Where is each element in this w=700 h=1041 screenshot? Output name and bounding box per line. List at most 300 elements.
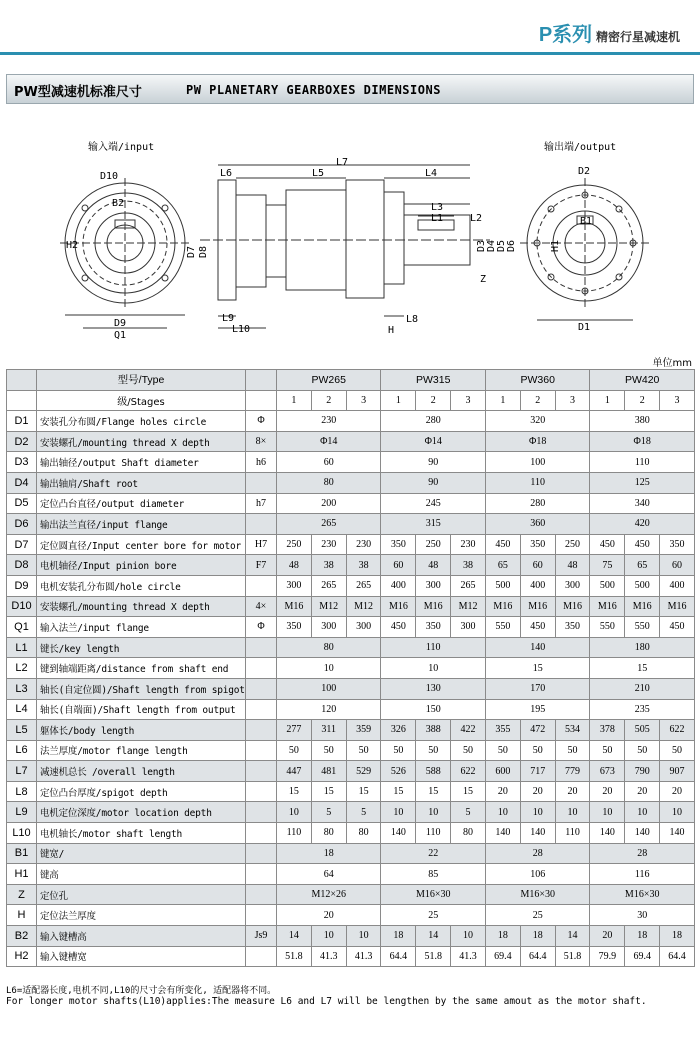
tolerance: 8× bbox=[246, 431, 277, 452]
dimension-code: L9 bbox=[7, 802, 37, 823]
dimension-drawing bbox=[0, 120, 700, 350]
table-row-d9 bbox=[7, 575, 695, 596]
value-cell: 80 bbox=[311, 823, 346, 844]
tolerance bbox=[246, 658, 277, 679]
tolerance bbox=[246, 678, 277, 699]
value-cell: 15 bbox=[416, 781, 451, 802]
value-cell: 110 bbox=[277, 823, 312, 844]
value-cell: 60 bbox=[381, 555, 416, 576]
value-cell: 80 bbox=[277, 637, 381, 658]
stage-number: 2 bbox=[625, 390, 660, 411]
value-cell: 51.8 bbox=[416, 946, 451, 967]
value-cell: M16×30 bbox=[381, 884, 485, 905]
value-cell: M16×30 bbox=[485, 884, 589, 905]
value-cell: 250 bbox=[416, 534, 451, 555]
tolerance bbox=[246, 637, 277, 658]
value-cell: 20 bbox=[277, 905, 381, 926]
value-cell: 300 bbox=[277, 575, 312, 596]
value-cell: M16 bbox=[660, 596, 695, 617]
dim-l2: L2 bbox=[470, 213, 483, 224]
tolerance bbox=[246, 864, 277, 885]
value-cell: 250 bbox=[555, 534, 590, 555]
value-cell: 100 bbox=[277, 678, 381, 699]
value-cell: 420 bbox=[590, 514, 694, 535]
value-cell: 350 bbox=[660, 534, 695, 555]
value-cell: 500 bbox=[485, 575, 520, 596]
table-row-l2 bbox=[7, 658, 695, 679]
value-cell: 80 bbox=[346, 823, 381, 844]
value-cell: 180 bbox=[590, 637, 694, 658]
dimension-code: L2 bbox=[7, 658, 37, 679]
value-cell: M16 bbox=[416, 596, 451, 617]
value-cell: 5 bbox=[311, 802, 346, 823]
dimension-code: H bbox=[7, 905, 37, 926]
table-row-d4 bbox=[7, 472, 695, 493]
table-row-l8 bbox=[7, 781, 695, 802]
value-cell: 600 bbox=[485, 761, 520, 782]
value-cell: 41.3 bbox=[311, 946, 346, 967]
value-cell: 170 bbox=[485, 678, 589, 699]
value-cell: 120 bbox=[277, 699, 381, 720]
table-row-q1 bbox=[7, 617, 695, 638]
value-cell: M16×30 bbox=[590, 884, 694, 905]
value-cell: 450 bbox=[660, 617, 695, 638]
dim-d7: D7 bbox=[186, 246, 197, 259]
value-cell: 130 bbox=[381, 678, 485, 699]
tolerance: h6 bbox=[246, 452, 277, 473]
value-cell: 20 bbox=[555, 781, 590, 802]
value-cell: M12 bbox=[311, 596, 346, 617]
tolerance bbox=[246, 843, 277, 864]
dimension-name: 定位凸台厚度/spigot depth bbox=[37, 781, 246, 802]
value-cell: 15 bbox=[590, 658, 694, 679]
type-label: 型号/Type bbox=[37, 370, 246, 391]
dim-d1: D1 bbox=[578, 322, 591, 333]
dim-d6: D6 bbox=[506, 240, 517, 253]
dimension-code: D10 bbox=[7, 596, 37, 617]
value-cell: 65 bbox=[485, 555, 520, 576]
note-cn: L6=适配器长度,电机不同,L10的尺寸会有所变化, 适配器将不同。 bbox=[6, 986, 277, 996]
value-cell: 110 bbox=[416, 823, 451, 844]
value-cell: 200 bbox=[277, 493, 381, 514]
value-cell: 18 bbox=[660, 926, 695, 947]
value-cell: 779 bbox=[555, 761, 590, 782]
table-row-l4 bbox=[7, 699, 695, 720]
value-cell: 245 bbox=[381, 493, 485, 514]
value-cell: 388 bbox=[416, 720, 451, 741]
tolerance: Φ bbox=[246, 411, 277, 432]
dimension-code: L3 bbox=[7, 678, 37, 699]
table-row-l1 bbox=[7, 637, 695, 658]
model-pw420: PW420 bbox=[590, 370, 694, 391]
value-cell: 500 bbox=[590, 575, 625, 596]
stage-number: 2 bbox=[520, 390, 555, 411]
dim-l5: L5 bbox=[312, 168, 325, 179]
dim-d9: D9 bbox=[114, 318, 127, 329]
value-cell: 350 bbox=[277, 617, 312, 638]
value-cell: 472 bbox=[520, 720, 555, 741]
value-cell: 38 bbox=[311, 555, 346, 576]
dim-l6: L6 bbox=[220, 168, 233, 179]
value-cell: 116 bbox=[590, 864, 694, 885]
table-row-d2 bbox=[7, 431, 695, 452]
stage-number: 2 bbox=[416, 390, 451, 411]
value-cell: 140 bbox=[625, 823, 660, 844]
value-cell: 20 bbox=[590, 781, 625, 802]
value-cell: 10 bbox=[346, 926, 381, 947]
dimension-code: Q1 bbox=[7, 617, 37, 638]
value-cell: 422 bbox=[451, 720, 486, 741]
value-cell: M16 bbox=[625, 596, 660, 617]
table-row-b2 bbox=[7, 926, 695, 947]
section-title-cn: PW型减速机标准尺寸 bbox=[14, 85, 142, 100]
dim-d4: D4 bbox=[486, 240, 497, 253]
value-cell: 106 bbox=[485, 864, 589, 885]
dim-b1: B1 bbox=[580, 216, 593, 227]
header-cell-empty bbox=[246, 370, 277, 391]
dimension-code: H1 bbox=[7, 864, 37, 885]
value-cell: 64.4 bbox=[381, 946, 416, 967]
table-stage-row bbox=[7, 390, 695, 411]
tolerance: F7 bbox=[246, 555, 277, 576]
dimension-code: Z bbox=[7, 884, 37, 905]
value-cell: 550 bbox=[590, 617, 625, 638]
value-cell: 69.4 bbox=[625, 946, 660, 967]
dimension-name: 输出轴肩/Shaft root bbox=[37, 472, 246, 493]
value-cell: 30 bbox=[590, 905, 694, 926]
value-cell: 41.3 bbox=[346, 946, 381, 967]
value-cell: 326 bbox=[381, 720, 416, 741]
dim-h: H bbox=[388, 325, 395, 336]
dimension-code: D2 bbox=[7, 431, 37, 452]
table-row-b1 bbox=[7, 843, 695, 864]
value-cell: 20 bbox=[625, 781, 660, 802]
value-cell: 235 bbox=[590, 699, 694, 720]
value-cell: 311 bbox=[311, 720, 346, 741]
value-cell: 10 bbox=[625, 802, 660, 823]
value-cell: M16 bbox=[381, 596, 416, 617]
dimension-code: D1 bbox=[7, 411, 37, 432]
value-cell: 230 bbox=[311, 534, 346, 555]
dimension-code: L6 bbox=[7, 740, 37, 761]
value-cell: 350 bbox=[555, 617, 590, 638]
dimension-code: D8 bbox=[7, 555, 37, 576]
value-cell: M16 bbox=[590, 596, 625, 617]
value-cell: 5 bbox=[451, 802, 486, 823]
dimension-code: L5 bbox=[7, 720, 37, 741]
value-cell: 51.8 bbox=[555, 946, 590, 967]
tolerance bbox=[246, 761, 277, 782]
value-cell: 28 bbox=[590, 843, 694, 864]
dimension-code: B2 bbox=[7, 926, 37, 947]
value-cell: 300 bbox=[451, 617, 486, 638]
dim-b2: B2 bbox=[112, 198, 125, 209]
value-cell: 50 bbox=[660, 740, 695, 761]
value-cell: 79.9 bbox=[590, 946, 625, 967]
value-cell: 447 bbox=[277, 761, 312, 782]
table-row-h1 bbox=[7, 864, 695, 885]
table-row-d6 bbox=[7, 514, 695, 535]
value-cell: 110 bbox=[590, 452, 694, 473]
value-cell: 140 bbox=[520, 823, 555, 844]
value-cell: 340 bbox=[590, 493, 694, 514]
value-cell: 10 bbox=[416, 802, 451, 823]
value-cell: 210 bbox=[590, 678, 694, 699]
dimension-name: 电机安装孔分布圆/hole circle bbox=[37, 575, 246, 596]
value-cell: 15 bbox=[277, 781, 312, 802]
dimension-name: 电机轴长/motor shaft length bbox=[37, 823, 246, 844]
table-row-d8 bbox=[7, 555, 695, 576]
dim-l4: L4 bbox=[425, 168, 438, 179]
dim-l10: L10 bbox=[232, 324, 251, 335]
tolerance bbox=[246, 575, 277, 596]
output-end-label: 输出端/output bbox=[544, 142, 617, 153]
value-cell: 69.4 bbox=[485, 946, 520, 967]
value-cell: 100 bbox=[485, 452, 589, 473]
dimension-name: 键高 bbox=[37, 864, 246, 885]
tolerance bbox=[246, 720, 277, 741]
value-cell: 90 bbox=[381, 472, 485, 493]
value-cell: 450 bbox=[590, 534, 625, 555]
dimension-code: D4 bbox=[7, 472, 37, 493]
value-cell: 790 bbox=[625, 761, 660, 782]
tolerance bbox=[246, 802, 277, 823]
value-cell: 400 bbox=[520, 575, 555, 596]
dim-d2: D2 bbox=[578, 166, 591, 177]
dimension-code: L1 bbox=[7, 637, 37, 658]
value-cell: Φ14 bbox=[277, 431, 381, 452]
value-cell: 50 bbox=[277, 740, 312, 761]
dimension-name: 键到轴端距离/distance from shaft end bbox=[37, 658, 246, 679]
value-cell: 350 bbox=[381, 534, 416, 555]
value-cell: 18 bbox=[625, 926, 660, 947]
stage-number: 2 bbox=[311, 390, 346, 411]
dim-l7: L7 bbox=[336, 157, 349, 168]
value-cell: 110 bbox=[485, 472, 589, 493]
value-cell: 315 bbox=[381, 514, 485, 535]
value-cell: 10 bbox=[520, 802, 555, 823]
table-row-l3 bbox=[7, 678, 695, 699]
dimension-code: D6 bbox=[7, 514, 37, 535]
value-cell: 230 bbox=[277, 411, 381, 432]
value-cell: 450 bbox=[520, 617, 555, 638]
dimension-code: D5 bbox=[7, 493, 37, 514]
header-cell-empty bbox=[246, 390, 277, 411]
dimension-name: 躯体长/body length bbox=[37, 720, 246, 741]
value-cell: 50 bbox=[346, 740, 381, 761]
value-cell: 50 bbox=[485, 740, 520, 761]
value-cell: 20 bbox=[485, 781, 520, 802]
value-cell: Φ18 bbox=[590, 431, 694, 452]
value-cell: 230 bbox=[346, 534, 381, 555]
value-cell: 10 bbox=[485, 802, 520, 823]
value-cell: 48 bbox=[555, 555, 590, 576]
dimension-name: 键宽/ bbox=[37, 843, 246, 864]
dimension-name: 安装螺孔/mounting thread X depth bbox=[37, 596, 246, 617]
value-cell: 265 bbox=[451, 575, 486, 596]
value-cell: 265 bbox=[311, 575, 346, 596]
table-row-d7 bbox=[7, 534, 695, 555]
value-cell: 140 bbox=[381, 823, 416, 844]
value-cell: 378 bbox=[590, 720, 625, 741]
dimension-name: 定位法兰厚度 bbox=[37, 905, 246, 926]
model-pw265: PW265 bbox=[277, 370, 381, 391]
dimension-name: 电机轴径/Input pinion bore bbox=[37, 555, 246, 576]
value-cell: 717 bbox=[520, 761, 555, 782]
value-cell: 50 bbox=[416, 740, 451, 761]
model-pw315: PW315 bbox=[381, 370, 485, 391]
value-cell: 350 bbox=[520, 534, 555, 555]
value-cell: 22 bbox=[381, 843, 485, 864]
value-cell: M12×26 bbox=[277, 884, 381, 905]
tolerance bbox=[246, 905, 277, 926]
value-cell: 110 bbox=[555, 823, 590, 844]
value-cell: 65 bbox=[625, 555, 660, 576]
dim-l3: L3 bbox=[431, 202, 444, 213]
value-cell: 10 bbox=[555, 802, 590, 823]
value-cell: 195 bbox=[485, 699, 589, 720]
value-cell: 280 bbox=[381, 411, 485, 432]
value-cell: 51.8 bbox=[277, 946, 312, 967]
value-cell: 50 bbox=[381, 740, 416, 761]
value-cell: 300 bbox=[346, 617, 381, 638]
value-cell: 450 bbox=[485, 534, 520, 555]
dimension-name: 轴长(自端面)/Shaft length from output bbox=[37, 699, 246, 720]
dimension-code: L7 bbox=[7, 761, 37, 782]
dimension-code: L8 bbox=[7, 781, 37, 802]
stage-number: 1 bbox=[590, 390, 625, 411]
series-name: P系列 bbox=[538, 24, 593, 46]
stage-number: 3 bbox=[451, 390, 486, 411]
value-cell: 140 bbox=[590, 823, 625, 844]
value-cell: 350 bbox=[416, 617, 451, 638]
tolerance: H7 bbox=[246, 534, 277, 555]
value-cell: 481 bbox=[311, 761, 346, 782]
value-cell: 140 bbox=[485, 823, 520, 844]
tolerance bbox=[246, 472, 277, 493]
value-cell: 622 bbox=[451, 761, 486, 782]
value-cell: 300 bbox=[311, 617, 346, 638]
value-cell: 28 bbox=[485, 843, 589, 864]
value-cell: 150 bbox=[381, 699, 485, 720]
value-cell: 265 bbox=[346, 575, 381, 596]
value-cell: 15 bbox=[485, 658, 589, 679]
dimension-code: D7 bbox=[7, 534, 37, 555]
value-cell: 526 bbox=[381, 761, 416, 782]
value-cell: Φ18 bbox=[485, 431, 589, 452]
value-cell: 550 bbox=[485, 617, 520, 638]
value-cell: M12 bbox=[346, 596, 381, 617]
value-cell: 85 bbox=[381, 864, 485, 885]
dim-l8: L8 bbox=[406, 314, 419, 325]
stage-number: 1 bbox=[381, 390, 416, 411]
value-cell: 230 bbox=[451, 534, 486, 555]
table-row-d3 bbox=[7, 452, 695, 473]
value-cell: 5 bbox=[346, 802, 381, 823]
value-cell: 48 bbox=[416, 555, 451, 576]
top-rule bbox=[0, 52, 700, 55]
value-cell: 250 bbox=[277, 534, 312, 555]
value-cell: Φ14 bbox=[381, 431, 485, 452]
value-cell: 64 bbox=[277, 864, 381, 885]
dimension-name: 安装孔分布圆/Flange holes circle bbox=[37, 411, 246, 432]
table-row-l5 bbox=[7, 720, 695, 741]
value-cell: 505 bbox=[625, 720, 660, 741]
stage-number: 1 bbox=[277, 390, 312, 411]
value-cell: 550 bbox=[625, 617, 660, 638]
value-cell: M16 bbox=[555, 596, 590, 617]
value-cell: 622 bbox=[660, 720, 695, 741]
value-cell: 50 bbox=[555, 740, 590, 761]
stage-number: 3 bbox=[555, 390, 590, 411]
value-cell: 529 bbox=[346, 761, 381, 782]
value-cell: 38 bbox=[346, 555, 381, 576]
section-title-en: PW PLANETARY GEARBOXES DIMENSIONS bbox=[186, 83, 441, 97]
value-cell: 15 bbox=[451, 781, 486, 802]
value-cell: 280 bbox=[485, 493, 589, 514]
value-cell: 50 bbox=[590, 740, 625, 761]
input-end-label: 输入端/input bbox=[88, 142, 155, 153]
value-cell: 20 bbox=[520, 781, 555, 802]
dimension-name: 减速机总长 /overall length bbox=[37, 761, 246, 782]
stages-label: 级/Stages bbox=[37, 390, 246, 411]
value-cell: 10 bbox=[311, 926, 346, 947]
value-cell: 265 bbox=[277, 514, 381, 535]
dim-l1: L1 bbox=[431, 213, 444, 224]
dimension-name: 输出轴径/output Shaft diameter bbox=[37, 452, 246, 473]
tolerance bbox=[246, 823, 277, 844]
value-cell: 907 bbox=[660, 761, 695, 782]
header-cell-empty bbox=[7, 370, 37, 391]
table-row-h2 bbox=[7, 946, 695, 967]
dim-d3: D3 bbox=[476, 240, 487, 253]
tolerance: h7 bbox=[246, 493, 277, 514]
dim-h2: H2 bbox=[66, 240, 79, 251]
value-cell: 38 bbox=[451, 555, 486, 576]
tolerance bbox=[246, 699, 277, 720]
value-cell: M12 bbox=[451, 596, 486, 617]
value-cell: 380 bbox=[590, 411, 694, 432]
value-cell: M16 bbox=[277, 596, 312, 617]
dimension-name: 安装螺孔/mounting thread X depth bbox=[37, 431, 246, 452]
value-cell: M16 bbox=[520, 596, 555, 617]
series-subtitle: 精密行星减速机 bbox=[595, 30, 680, 44]
value-cell: 50 bbox=[311, 740, 346, 761]
value-cell: 25 bbox=[485, 905, 589, 926]
value-cell: 25 bbox=[381, 905, 485, 926]
value-cell: 300 bbox=[555, 575, 590, 596]
table-row-h bbox=[7, 905, 695, 926]
dim-d5: D5 bbox=[496, 240, 507, 253]
dimension-code: D3 bbox=[7, 452, 37, 473]
value-cell: 15 bbox=[311, 781, 346, 802]
value-cell: 80 bbox=[451, 823, 486, 844]
dimension-name: 定位孔 bbox=[37, 884, 246, 905]
note-en: For longer motor shafts(L10)applies:The measure L6 and L7 will be lengthen by the same amout as the motor shaft. bbox=[6, 996, 647, 1007]
tolerance bbox=[246, 514, 277, 535]
value-cell: 48 bbox=[277, 555, 312, 576]
value-cell: 60 bbox=[520, 555, 555, 576]
value-cell: 50 bbox=[520, 740, 555, 761]
tolerance: Φ bbox=[246, 617, 277, 638]
value-cell: 18 bbox=[520, 926, 555, 947]
dimension-name: 输出法兰直径/input flange bbox=[37, 514, 246, 535]
value-cell: 20 bbox=[590, 926, 625, 947]
tolerance bbox=[246, 946, 277, 967]
value-cell: 534 bbox=[555, 720, 590, 741]
value-cell: 10 bbox=[277, 802, 312, 823]
value-cell: 18 bbox=[277, 843, 381, 864]
